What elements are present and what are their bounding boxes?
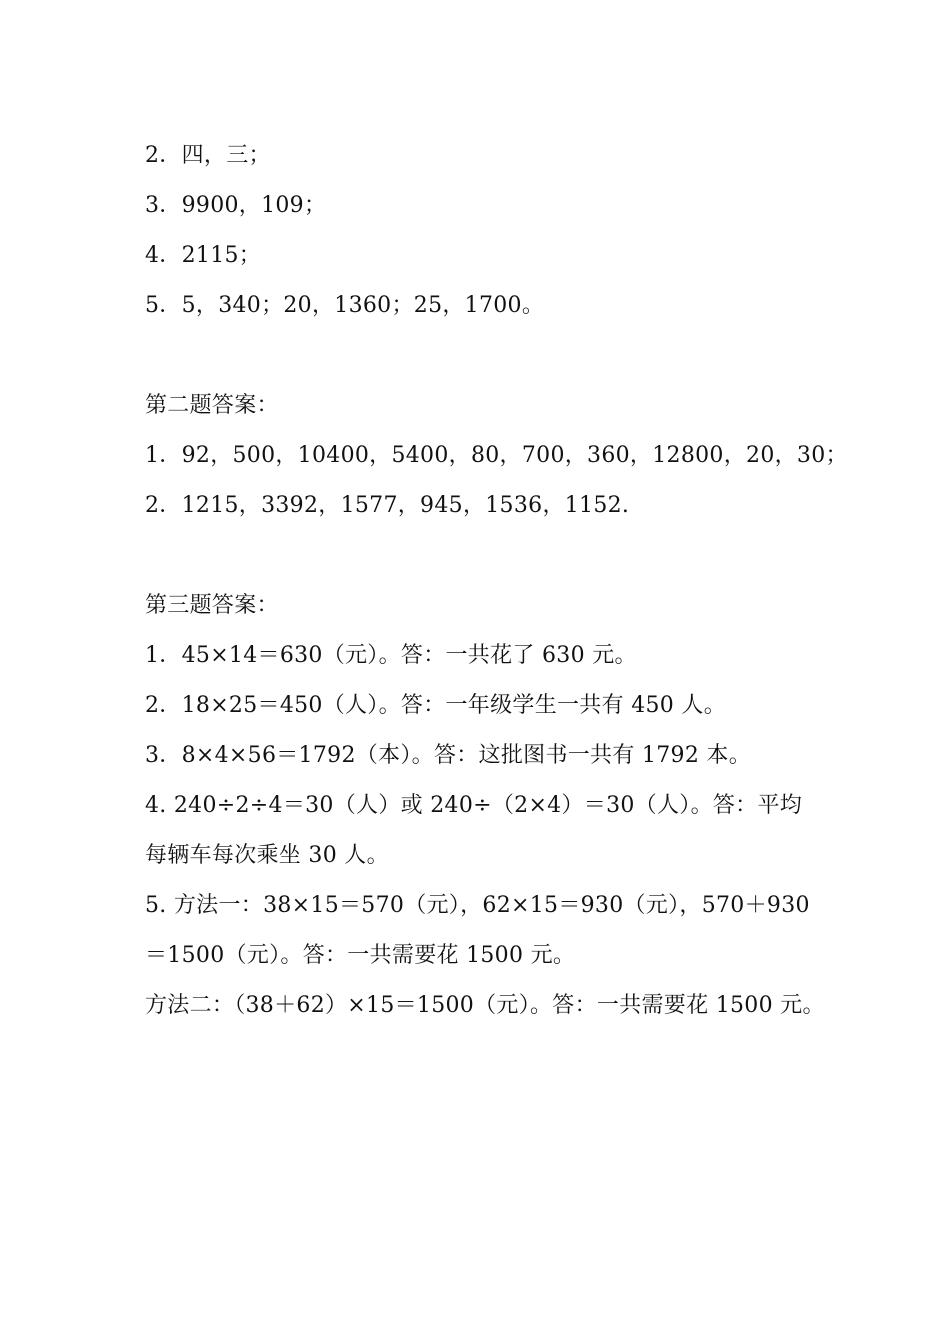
section-3	[145, 581, 845, 1031]
answer-line-3-5-method-2: 方法二：（38＋62）×15＝1500（元）。答：一共需要花 1500 元。	[145, 993, 825, 1018]
answer-line-3-5: 5. 方法一：38×15＝570（元），62×15＝930（元），570＋930	[145, 893, 810, 918]
answer-line-1-2: 2．四，三；	[145, 143, 271, 168]
section-2	[145, 381, 848, 531]
answer-line-1-5: 5．5，340；20，1360；25，1700。	[145, 293, 545, 318]
answer-line-1-4: 4．2115；	[145, 243, 262, 268]
section-1	[145, 131, 845, 331]
answer-line-3-2: 2．18×25＝450（人）。答：一年级学生一共有 450 人。	[145, 693, 726, 718]
answer-document	[145, 131, 848, 1031]
answer-line-3-5-cont: ＝1500（元）。答：一共需要花 1500 元。	[145, 943, 576, 968]
section-gap	[145, 531, 845, 581]
section-2-title: 第二题答案：	[145, 393, 279, 418]
answer-line-3-3: 3．8×4×56＝1792（本）。答：这批图书一共有 1792 本。	[145, 743, 752, 768]
answer-line-3-4: 4. 240÷2÷4＝30（人）或 240÷（2×4）＝30（人）。答：平均	[145, 793, 803, 818]
answer-line-3-4-cont: 每辆车每次乘坐 30 人。	[145, 843, 389, 868]
answer-line-2-1: 1．92，500，10400，5400，80，700，360，12800，20，30；	[145, 443, 848, 468]
answer-line-3-1: 1．45×14＝630（元）。答：一共花了 630 元。	[145, 643, 637, 668]
section-gap	[145, 331, 845, 381]
answer-line-1-3: 3．9900，109；	[145, 193, 327, 218]
section-3-title: 第三题答案：	[145, 593, 279, 618]
answer-line-2-2: 2．1215，3392，1577，945，1536，1152.	[145, 493, 630, 518]
